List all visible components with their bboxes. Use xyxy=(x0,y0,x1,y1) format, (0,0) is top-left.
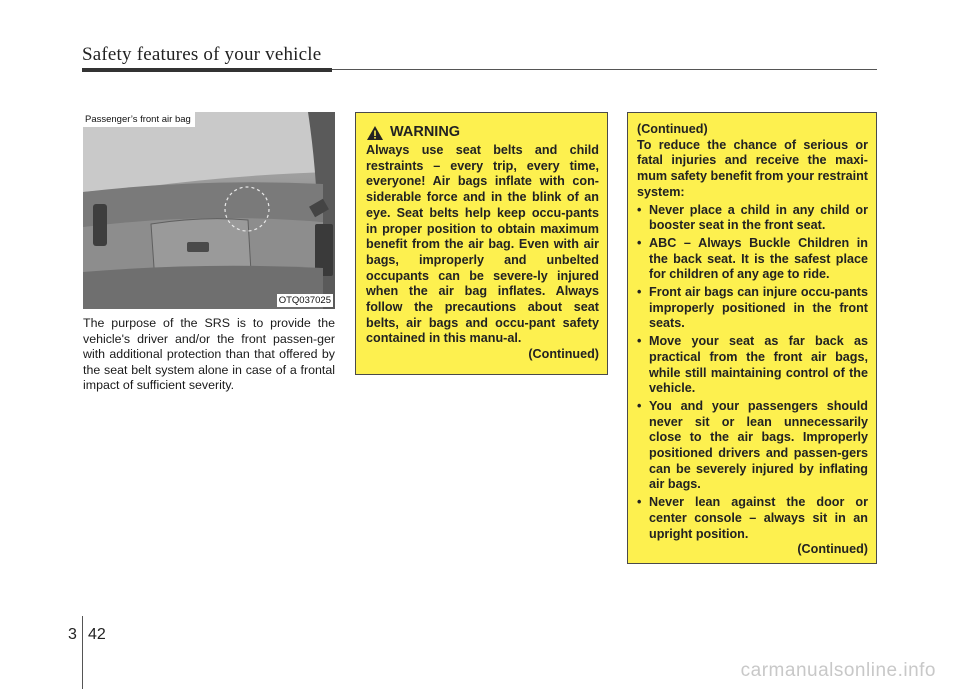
bullet-item: • You and your passengers should never sit or lean unnecessarily close to the air bags. Improperly positioned drivers and passen-gers can be severely injured by inflating air bags. xyxy=(637,399,868,493)
warning-triangle-icon xyxy=(366,125,384,141)
figure-label: Passenger’s front air bag xyxy=(83,112,195,127)
watermark: carmanualsonline.info xyxy=(740,660,936,681)
airbag-illustration xyxy=(83,112,335,309)
continued-box xyxy=(627,112,877,564)
page-number: 42 xyxy=(88,626,106,643)
chapter-number: 3 xyxy=(68,626,77,643)
safety-bullet-list xyxy=(637,203,868,543)
warning-continued: (Continued) xyxy=(528,347,599,362)
bullet-item: • Front air bags can injure occu-pants improperly positioned in the front seats. xyxy=(637,285,868,332)
figure-code: OTQ037025 xyxy=(278,295,331,306)
dashboard-drawing xyxy=(83,112,335,309)
bullet-item: • Never lean against the door or center console – always sit in an upright position. xyxy=(637,495,868,542)
warning-box xyxy=(355,112,608,375)
continued-footer: (Continued) xyxy=(797,542,868,557)
continued-header: (Continued) xyxy=(637,122,708,136)
warning-title: WARNING xyxy=(390,124,461,141)
body-paragraph: The purpose of the SRS is to provide the vehicle's driver and/or the front passen-ger with additional protection than that offered by the seat belt system alone in case of a frontal impact of sufficient severity. xyxy=(83,316,335,393)
header-rule-accent xyxy=(82,68,332,72)
warning-text: Always use seat belts and child restraints – every trip, every time, everyone! Air bags inflate with con-siderable force and in the blink of an eye. Seat belts help keep occu-pants in proper position to obtain maximum benefit from the air bag. Even with air bags, improperly and unbelted occupants can be severe-ly injured when the air bag inflates. Always follow the precautions about seat belts, air bags and occu-pant safety contained in this manu-al. xyxy=(366,143,599,346)
header-title: Safety features of your vehicle xyxy=(82,44,322,65)
bullet-item: • Move your seat as far back as practical from the front air bags, while still maintaining control of the vehicle. xyxy=(637,334,868,397)
page-divider xyxy=(82,616,83,689)
bullet-item: • ABC – Always Buckle Children in the back seat. It is the safest place for children of any age to ride. xyxy=(637,236,868,283)
continued-intro: To reduce the chance of serious or fatal injuries and receive the maxi-mum safety benefit from your restraint system: xyxy=(637,137,868,199)
warning-header xyxy=(366,125,599,141)
bullet-item: • Never place a child in any child or booster seat in the front seat. xyxy=(637,203,868,234)
